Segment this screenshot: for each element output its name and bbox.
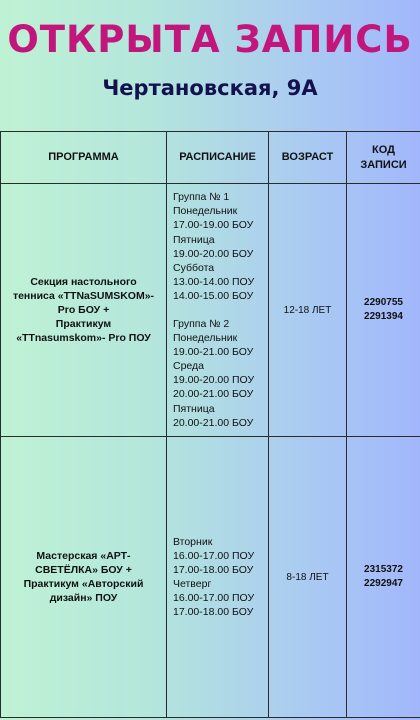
- schedule-line: Среда: [173, 360, 204, 373]
- schedule-line: 16.00-17.00 ПОУ: [173, 592, 255, 605]
- schedule-line: Группа № 2: [173, 318, 230, 330]
- schedule-cell: [167, 437, 269, 718]
- program-line: тенниса «TTNaSUMSKOM»-: [12, 290, 155, 302]
- enrollment-code: 2315372: [364, 564, 403, 575]
- enrollment-code: 2292947: [364, 578, 403, 589]
- schedule-line: 14.00-15.00 БОУ: [173, 289, 254, 302]
- schedule-table: [0, 131, 420, 718]
- enrollment-code: 2290755: [364, 297, 403, 308]
- program-line: Мастерская «АРТ-: [36, 550, 131, 562]
- code-cell: [347, 437, 420, 718]
- address-subtitle: Чертановская, 9А: [102, 76, 318, 100]
- code-cell: [347, 184, 420, 437]
- program-line: Pro БОУ +: [57, 304, 110, 316]
- table-row: [1, 184, 420, 437]
- column-header-age: ВОЗРАСТ: [269, 132, 347, 184]
- schedule-line: Пятница: [173, 233, 215, 246]
- program-cell: [1, 184, 167, 437]
- table-row: [1, 437, 420, 718]
- program-line: «TTnasumskom»- Pro ПОУ: [16, 332, 151, 344]
- program-line: дизайн» ПОУ: [49, 592, 118, 604]
- schedule-line: Четверг: [173, 578, 212, 590]
- program-line: Секция настольного: [30, 276, 137, 288]
- column-header-code-line: КОД: [372, 143, 395, 156]
- program-cell: [1, 437, 167, 718]
- column-header-code-line: ЗАПИСИ: [360, 158, 407, 171]
- column-header-program: ПРОГРАММА: [1, 132, 167, 184]
- schedule-line: Группа № 1: [173, 191, 230, 204]
- schedule-line: 17.00-19.00 БОУ: [173, 219, 254, 232]
- schedule-line: 19.00-20.00 БОУ: [173, 247, 254, 260]
- column-header-schedule: РАСПИСАНИЕ: [167, 132, 269, 184]
- table-header-row: [1, 132, 420, 184]
- schedule-line: Пятница: [173, 402, 215, 415]
- schedule-line: 16.00-17.00 ПОУ: [173, 549, 255, 562]
- schedule-line: 17.00-18.00 БОУ: [173, 606, 254, 619]
- schedule-line: 17.00-18.00 БОУ: [173, 563, 254, 576]
- schedule-line: 19.00-21.00 БОУ: [173, 346, 254, 359]
- schedule-line: Понедельник: [173, 205, 238, 218]
- schedule-line: 20.00-21.00 БОУ: [173, 416, 254, 429]
- program-line: Практикум «Авторский: [23, 578, 144, 590]
- schedule-line: Вторник: [173, 535, 213, 548]
- enrollment-code: 2291394: [364, 311, 403, 322]
- schedule-line: 13.00-14.00 ПОУ: [173, 275, 255, 288]
- schedule-spacer: [173, 303, 268, 317]
- schedule-cell: [167, 184, 269, 437]
- schedule-line: 20.00-21.00 БОУ: [173, 388, 254, 401]
- schedule-line: Суббота: [173, 261, 215, 274]
- column-header-code: [347, 132, 420, 184]
- program-line: СВЕТЁЛКА» БОУ +: [35, 564, 132, 576]
- schedule-line: 19.00-20.00 ПОУ: [173, 374, 255, 387]
- age-cell: 8-18 ЛЕТ: [269, 437, 347, 718]
- program-line: Практикум: [55, 318, 112, 330]
- age-cell: 12-18 ЛЕТ: [269, 184, 347, 437]
- schedule-line: Понедельник: [173, 332, 238, 345]
- page-title: ОТКРЫТА ЗАПИСЬ: [7, 18, 413, 61]
